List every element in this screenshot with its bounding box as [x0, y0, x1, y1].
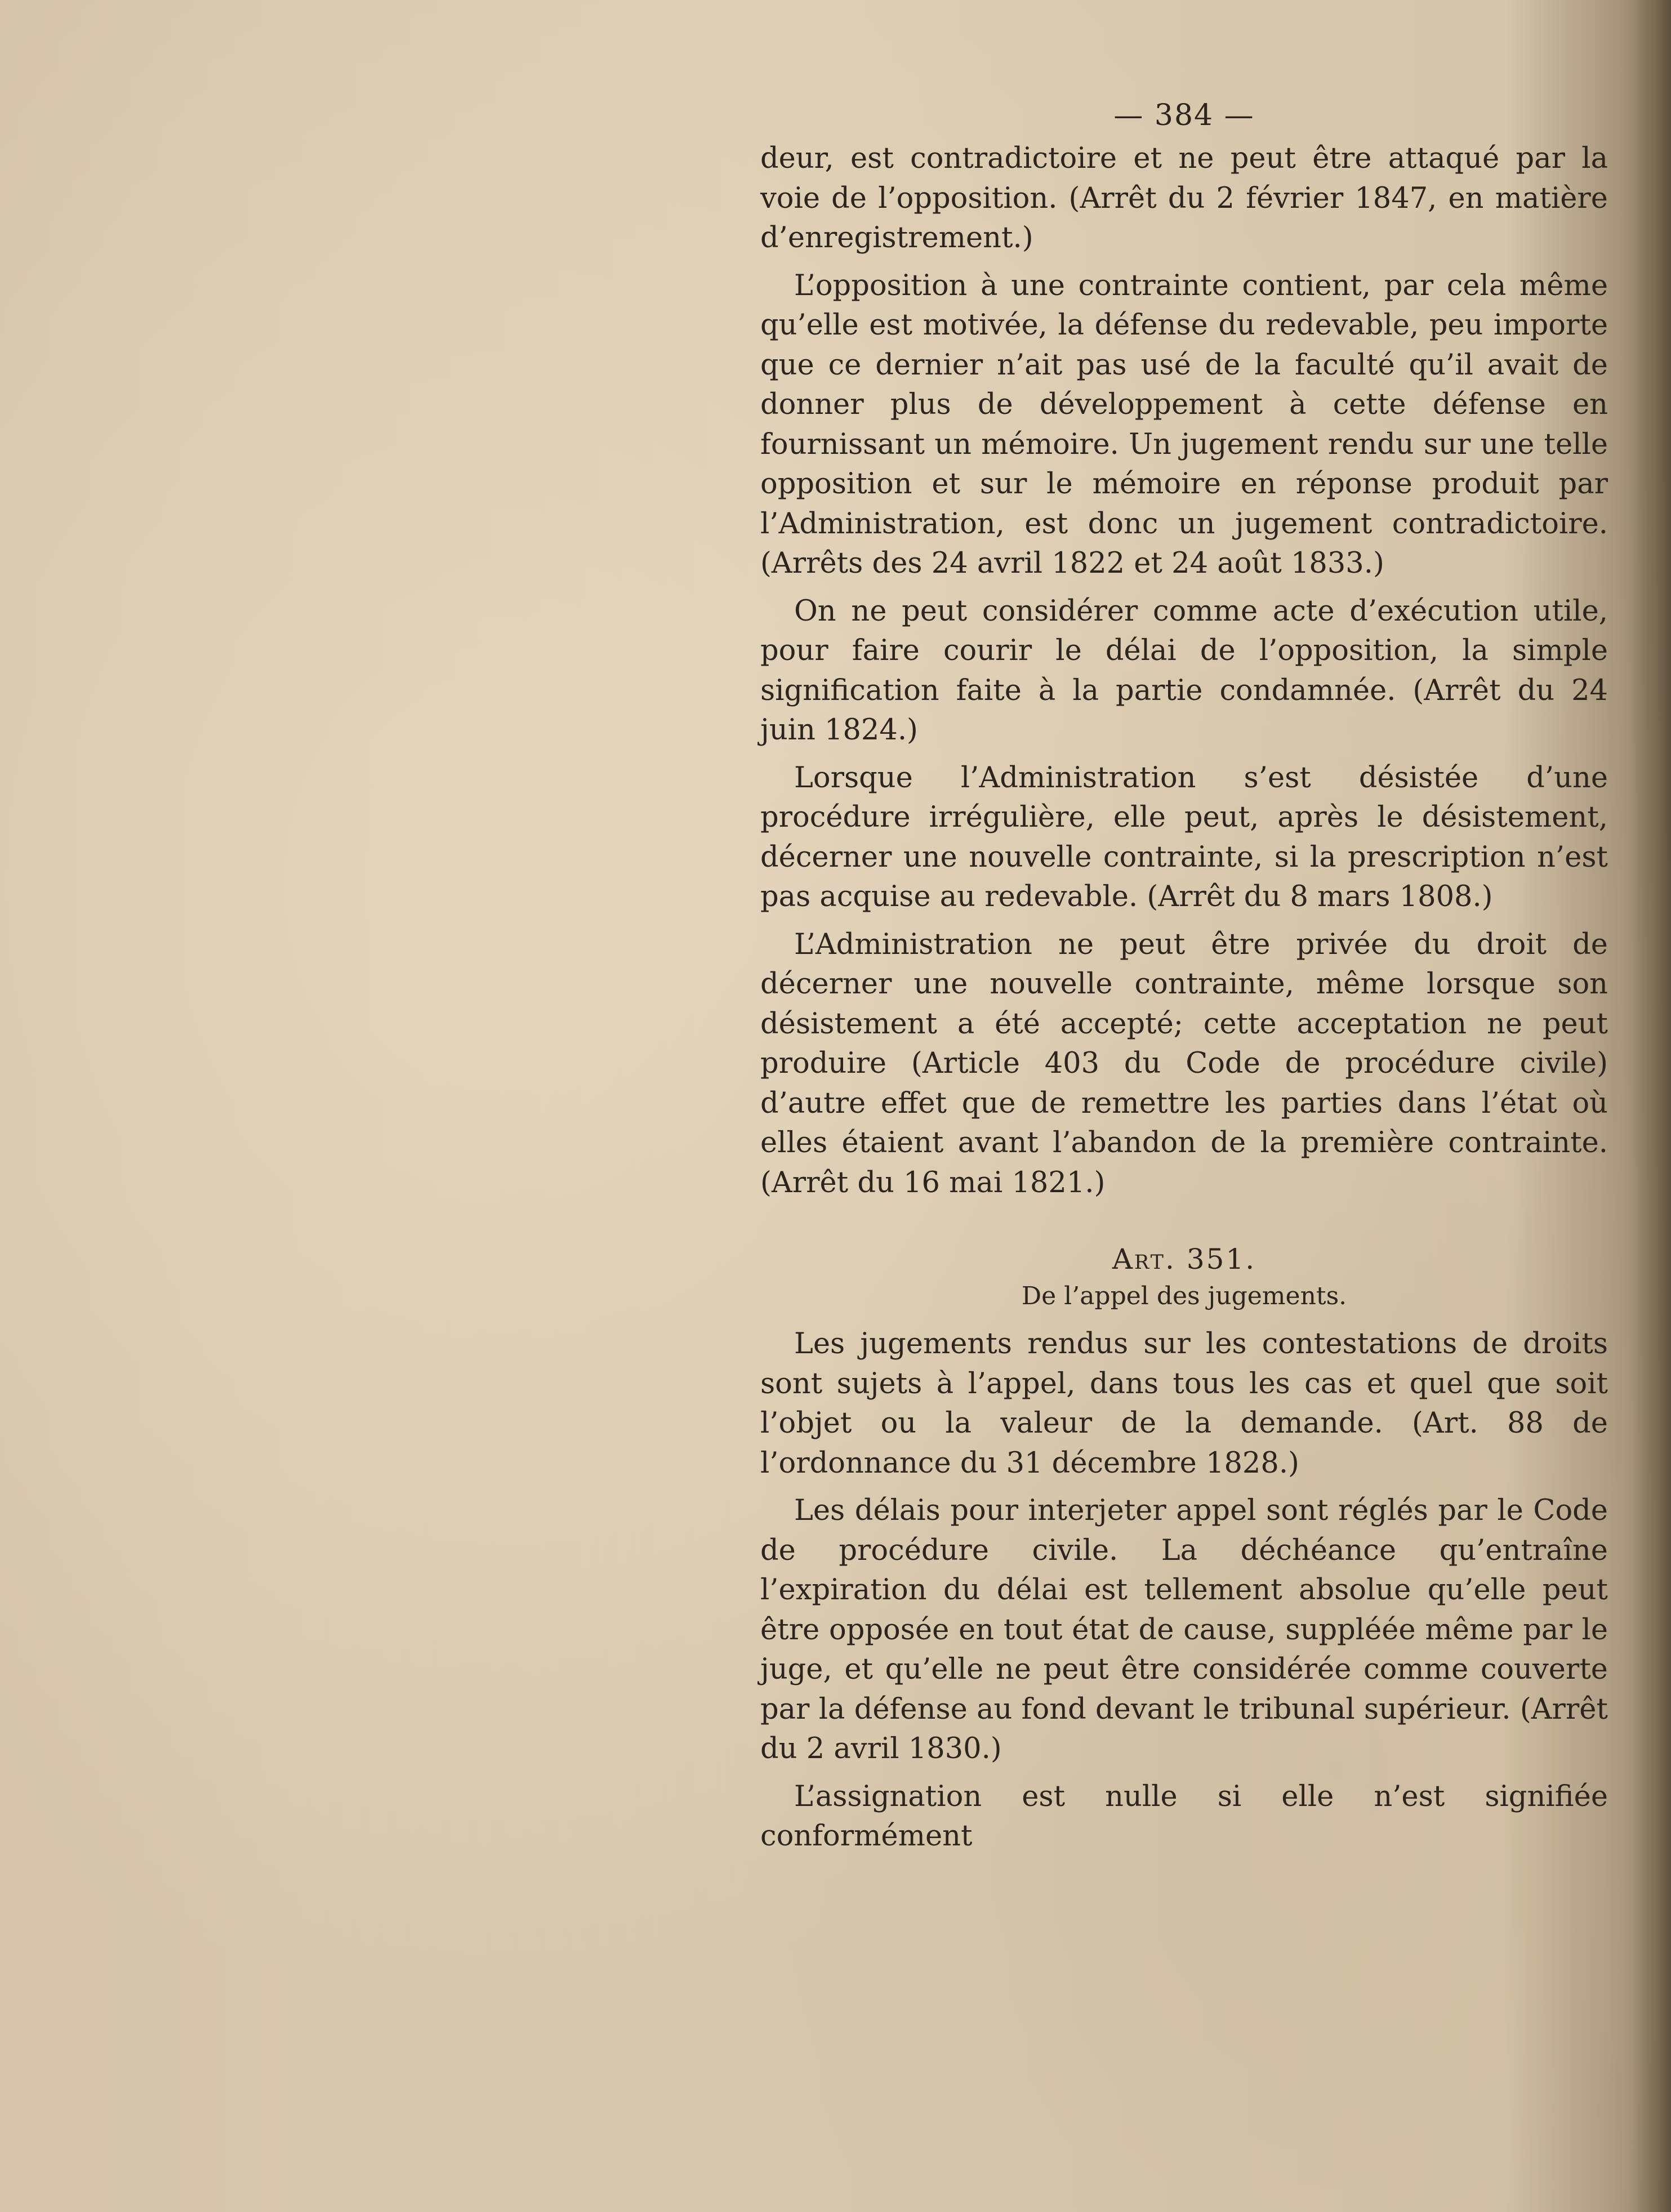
- article-heading-number: 351.: [1186, 1243, 1256, 1276]
- paragraph-jugements-appel: Les jugements rendus sur les contestations de droits sont sujets à l’appel, dans tous les cas et quel que soit l’objet ou la valeur de la demande. (Art. 88 de l’ordonnance du 31 décembre 1828.): [760, 1327, 1608, 1480]
- paragraph-assignation: L’assignation est nulle si elle n’est signifiée conformément: [760, 1780, 1608, 1853]
- page-text-block: [760, 93, 1608, 1865]
- article-subtitle: De l’appel des jugements.: [1021, 1282, 1347, 1310]
- article-heading: [760, 1241, 1608, 1277]
- paragraph-acte-execution: On ne peut considérer comme acte d’exécution utile, pour faire courir le délai de l’opposition, la simple signification faite à la partie condamnée. (Arrêt du 24 juin 1824.): [760, 594, 1608, 747]
- paragraph-nouvelle-contrainte: L’Administration ne peut être privée du droit de décerner une nouvelle contrainte, même lorsque son désistement a été accepté; cette acceptation ne peut produire (Article 403 du Code de procédure civile) d’autre effet que de remettre les parties dans l’état où elles étaient avant l’abandon de la première contrainte. (Arrêt du 16 mai 1821.): [760, 927, 1608, 1199]
- paragraph-opposition-contrainte: L’opposition à une contrainte contient, par cela même qu’elle est motivée, la défense du redevable, peu importe que ce dernier n’ait pas usé de la faculté qu’il avait de donner plus de développement à cette défense en fournissant un mémoire. Un jugement rendu sur une telle opposition et sur le mémoire en réponse produit par l’Administration, est donc un jugement contradictoire. (Arrêts des 24 avril 1822 et 24 août 1833.): [760, 269, 1608, 580]
- paragraph-delais-appel: Les délais pour interjeter appel sont réglés par le Code de procédure civile. La déchéance qu’entraîne l’expiration du délai est tellement absolue qu’elle peut être opposée en tout état de cause, suppléée même par le juge, et qu’elle ne peut être considérée comme couverte par la défense au fond devant le tribunal supérieur. (Arrêt du 2 avril 1830.): [760, 1494, 1608, 1765]
- page-number: — 384 —: [1113, 99, 1255, 132]
- article-heading-prefix: Art.: [1112, 1243, 1176, 1276]
- paragraph-continuation: deur, est contradictoire et ne peut être attaqué par la voie de l’opposition. (Arrêt du 2 février 1847, en matière d’enregistrement.): [760, 142, 1608, 255]
- paragraph-desistement: Lorsque l’Administration s’est désistée d’une procédure irrégulière, elle peut, après le désistement, décerner une nouvelle contrainte, si la prescription n’est pas acquise au redevable. (Arrêt du 8 mars 1808.): [760, 761, 1608, 913]
- page-edge-shadow: [1632, 0, 1671, 2212]
